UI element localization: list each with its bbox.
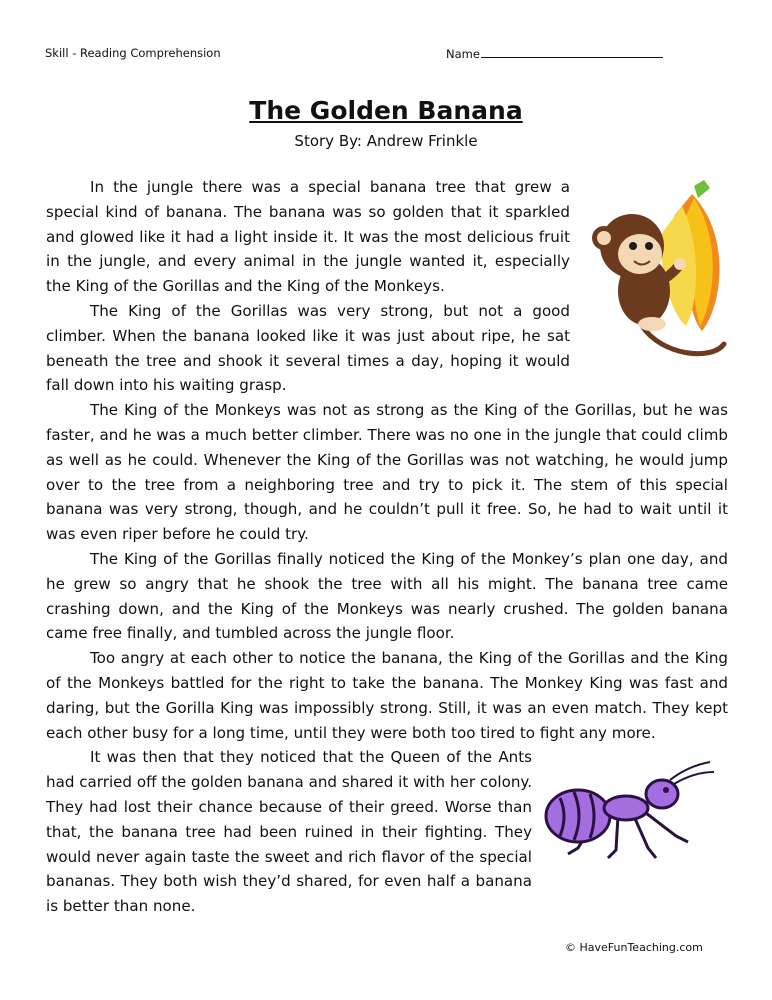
name-field[interactable] — [446, 46, 663, 61]
ant-illustration — [538, 758, 716, 868]
footer-copyright: © HaveFunTeaching.com — [565, 941, 703, 954]
paragraph-5: Too angry at each other to notice the banana, the King of the Gorillas and the King of the Monkeys battled for the right to take the banana. The Monkey King was fast and daring, but the Gorilla King was impossibly strong. Still, it was an even match. They kept each other busy for a long time, until they were both too tired to fight any more. — [46, 649, 728, 742]
paragraph-2: The King of the Gorillas was very strong, but not a good climber. When the banana looked like it was just about ripe, he sat beneath the tree and shook it several times a day, hoping it would fall down into his waiting grasp. — [46, 301, 570, 395]
page-title: The Golden Banana — [249, 96, 523, 125]
byline: Story By: Andrew Frinkle — [294, 132, 478, 150]
paragraph-3: The King of the Monkeys was not as strong as the King of the Gorillas, but he was faster, and he was a much better climber. There was no one in the jungle that could climb as well as he could. Whenever the King of the Gorillas was not watching, he would jump over to the tree from a neighboring tree and try to pick it. The stem of this special banana was very strong, though, and he couldn’t pull it free. So, he had to wait until it was even riper before he could try. — [46, 401, 728, 544]
name-line — [481, 46, 663, 58]
paragraph-4: The King of the Gorillas finally noticed the King of the Monkey’s plan one day, and he grew so angry that he shook the tree with all his might. The banana tree came crashing down, and the King of the Monkeys was nearly crushed. The golden banana came free finally, and tumbled across the jungle floor. — [46, 549, 728, 643]
paragraph-6: It was then that they noticed that the Queen of the Ants had carried off the golden banana and shared it with her colony. They had lost their chance because of their greed. Worse than that, the banana tree had been ruined in their fighting. They would never again taste the sweet and rich flavor of the special bananas. They both wish they’d shared, for even half a banana is better than none. — [46, 748, 532, 916]
skill-label: Skill - Reading Comprehension — [45, 46, 221, 60]
name-label: Name — [446, 47, 480, 61]
paragraph-1: In the jungle there was a special banana tree that grew a special kind of banana. The banana was so golden that it sparkled and glowed like it had a light inside it. It was the most delicious fruit in the jungle, and every animal in the jungle wanted it, especially the King of the Gorillas and the King of the Monkeys. — [46, 178, 570, 296]
